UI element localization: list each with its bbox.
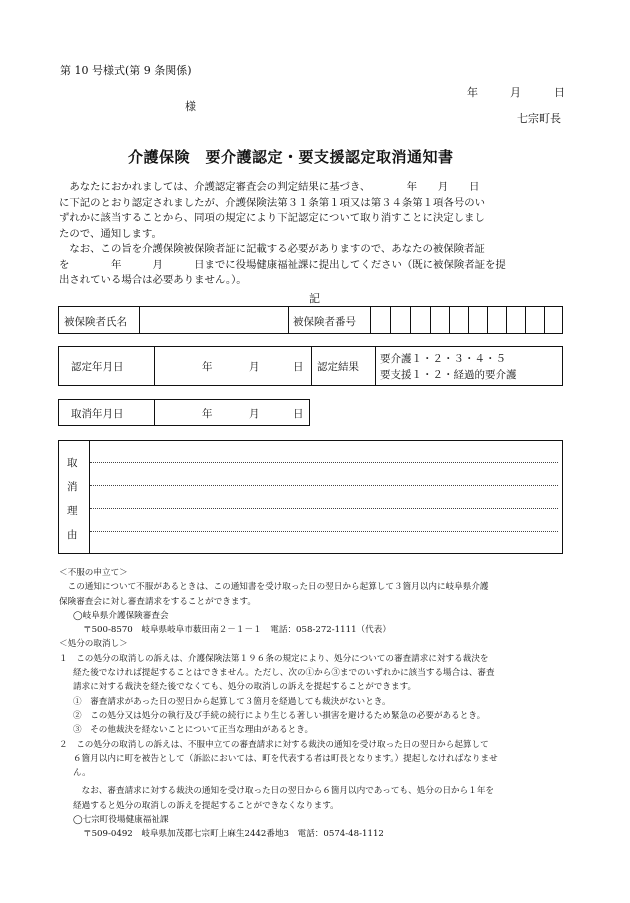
notes-line: １ この処分の取消しの訴えは、介護保険法第１９６条の規定により、処分についての審査請求に対する裁決を — [59, 653, 489, 664]
reason-line — [90, 485, 558, 486]
issuer: 七宗町長 — [517, 112, 561, 125]
notes-line: ２ この処分の取消しの訴えは、不服申立ての審査請求に対する裁決の通知を受け取った日の翌日から起算して — [59, 739, 489, 750]
reason-line — [90, 508, 558, 509]
cancel-heading: ＜処分の取消し＞ — [59, 639, 128, 650]
insured-number-digit[interactable] — [410, 307, 430, 333]
cert-year: 年 — [202, 361, 213, 373]
reason-text-area[interactable] — [89, 441, 562, 553]
notes-line: 請求に対する裁決を経た後でなくても、処分の取消しの訴えを提起することができます。 — [73, 682, 417, 693]
notes-subitem: ② この処分又は処分の執行及び手続の続行により生じる著しい損害を避けるため緊急の必要があるとき。 — [73, 710, 486, 721]
notes-line: 経た後でなければ提起することはできません。ただし、次の①から③までのいずれかに該当する場合は、審査 — [73, 668, 495, 679]
reason-char: 由 — [67, 529, 78, 541]
appeal-heading: ＜不服の申立て＞ — [59, 568, 128, 578]
insured-name-label: 被保険者氏名 — [64, 316, 127, 328]
insured-number-digit[interactable] — [544, 307, 562, 333]
notes-line: ６箇月以内に町を被告として（訴訟においては、町を代表する者は町長となります。）提起しなければなりませ — [73, 753, 498, 764]
cert-day: 日 — [293, 361, 304, 373]
care-level-options: 要介護１・２・３・４・５ — [380, 353, 506, 365]
form-number: 第 10 号様式(第 9 条関係) — [60, 64, 192, 77]
cert-month: 月 — [249, 361, 260, 373]
reason-line — [90, 531, 558, 532]
notes-subitem: ③ その他裁決を経ないことについて正当な理由があるとき。 — [73, 725, 314, 736]
addressee-suffix: 様 — [185, 100, 196, 113]
insured-number-digit[interactable] — [430, 307, 449, 333]
notes-section — [59, 566, 579, 842]
body-paragraph-1 — [59, 180, 569, 289]
office1-address: 〒500-8570 岐阜県岐阜市薮田南２－１－１ 電話：058-272-1111（代表） — [83, 625, 391, 636]
body-line: に下記のとおり認定されましたが、介護保険法第３１条第１項又は第３４条第１項各号のい — [59, 196, 486, 209]
cancel-year: 年 — [202, 408, 213, 420]
body-line: なお、この旨を介護保険被保険者証に記載する必要がありますので、あなたの被保険者証 — [59, 243, 485, 255]
body-line: たので、通知します。 — [59, 227, 162, 240]
reason-box — [58, 440, 563, 554]
office1-name: ◯岐阜県介護保険審査会 — [73, 610, 169, 621]
certification-date-field[interactable] — [154, 347, 311, 385]
certification-date-label: 認定年月日 — [71, 361, 124, 373]
cancellation-table — [58, 399, 310, 426]
certification-result-label: 認定結果 — [317, 361, 359, 373]
body-line: ずれかに該当することから、同項の規定により下記認定について取り消すことに決定しまし — [59, 212, 485, 224]
support-level-options: 要支援１・２・経過的要介護 — [380, 369, 517, 381]
notes-line: 経過すると処分の取消しの訴えを提起することができなくなります。 — [73, 800, 339, 811]
body-line: あなたにおかれましては、介護認定審査会の判定結果に基づき、 年 月 日 — [59, 181, 480, 193]
body-line: 出されている場合は必要ありません。）。 — [59, 274, 247, 286]
certification-result-options[interactable] — [375, 347, 562, 385]
notes-line: ん。 — [73, 768, 91, 779]
office2-name: ◯七宗町役場健康福祉課 — [73, 815, 169, 826]
office2-address: 〒509-0492 岐阜県加茂郡七宗町上麻生2442番地3 電話：0574-48-1112 — [83, 829, 384, 840]
reason-line — [90, 462, 558, 463]
cancel-day: 日 — [293, 408, 304, 420]
notes-line: この通知について不服があるときは、この通知書を受け取った日の翌日から起算して３箇月以内に岐阜県介護 — [59, 582, 489, 593]
insured-number-digit[interactable] — [468, 307, 487, 333]
insured-number-digit[interactable] — [449, 307, 468, 333]
certification-table — [58, 346, 563, 386]
cancellation-date-field[interactable] — [154, 400, 309, 425]
header-date-year: 年 — [467, 86, 478, 99]
insured-number-digit[interactable] — [370, 307, 390, 333]
header-date-day: 日 — [554, 86, 565, 99]
insured-number-digit[interactable] — [506, 307, 525, 333]
certification-result-label-cell — [311, 347, 375, 385]
reason-char: 消 — [67, 481, 78, 493]
body-line: を 年 月 日までに役場健康福祉課に提出してください（既に被保険者証を提 — [59, 258, 506, 271]
insured-number-digit[interactable] — [525, 307, 544, 333]
insured-number-digit[interactable] — [487, 307, 506, 333]
insured-table — [58, 306, 563, 334]
ki-mark: 記 — [309, 292, 320, 305]
insured-number-digit[interactable] — [390, 307, 410, 333]
divider — [288, 307, 289, 333]
header-date-month: 月 — [510, 86, 521, 99]
reason-label — [59, 441, 89, 553]
document-title: 介護保険 要介護認定・要支援認定取消通知書 — [128, 148, 454, 166]
notes-subitem: ① 審査請求があった日の翌日から起算して３箇月を経過しても裁決がないとき。 — [73, 696, 391, 707]
insured-number-label: 被保険者番号 — [293, 316, 356, 328]
cancel-month: 月 — [249, 408, 260, 420]
notes-line: なお、審査請求に対する裁決の通知を受け取った日の翌日から６箇月以内であっても、処分の日から１年を — [73, 786, 495, 797]
notes-line: 保険審査会に対し審査請求をすることができます。 — [59, 596, 256, 607]
reason-char: 取 — [67, 457, 78, 469]
reason-char: 理 — [67, 505, 78, 517]
cancellation-date-label: 取消年月日 — [71, 408, 124, 420]
